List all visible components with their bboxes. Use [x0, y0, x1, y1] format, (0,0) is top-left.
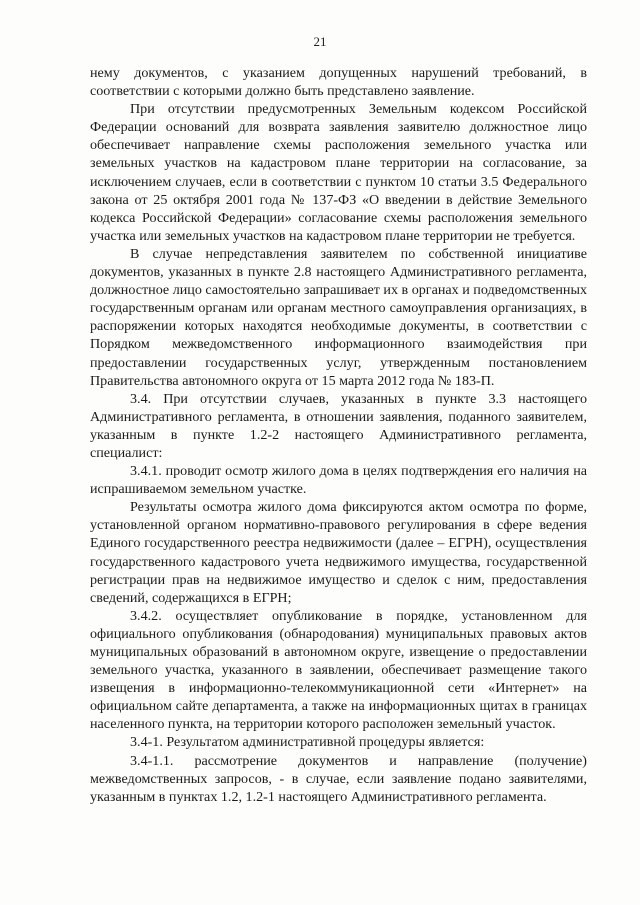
paragraph-continuation: нему документов, с указанием допущенных нарушений требований, в соответствии с которыми должно быть представлено заявление.	[90, 65, 587, 100]
paragraph-3-4: 3.4. При отсутствии случаев, указанных в пункте 3.3 настоящего Административного регламента, в отношении заявления, поданного заявителем, указанным в пункте 1.2-2 настоящего Административного регламента, специалист:	[90, 390, 587, 461]
paragraph-interagency-request: В случае непредставления заявителем по собственной инициативе документов, указанных в пункте 2.8 настоящего Административного регламента, должностное лицо самостоятельно запрашивает их в органах и подведомственных государственным органам или органам местного самоуправления организациях, в распоряжении которых находятся необходимые документы, в соответствии с Порядком межведомственного информационного взаимодействия при предоставлении государственных услуг, утвержденным постановлением Правительства автономного округа от 15 марта 2012 года № 183-П.	[90, 245, 587, 389]
paragraph-3-4-2: 3.4.2. осуществляет опубликование в порядке, установленном для официального опубликования (обнародования) муниципальных правовых актов муниципальных образований в автономном округе, извещение о предоставлении земельного участка, указанного в заявлении, обеспечивает размещение такого извещения в информационно-телекоммуникационной сети «Интернет» на официальном сайте департамента, а также на информационных щитах в границах населенного пункта, на территории которого расположен земельный участок.	[90, 607, 587, 733]
paragraph-3-4-1: 3.4.1. проводит осмотр жилого дома в целях подтверждения его наличия на испрашиваемом земельном участке.	[90, 463, 587, 498]
paragraph-inspection-results: Результаты осмотра жилого дома фиксируются актом осмотра по форме, установленной органом нормативно-правового регулирования в сфере ведения Единого государственного реестра недвижимости (далее – ЕГРН), осуществления государственного кадастрового учета недвижимого имущества, государственной регистрации прав на недвижимое имущество и сделок с ним, предоставления сведений, содержащихся в ЕГРН;	[90, 499, 587, 606]
paragraph-3-4-1-1: 3.4-1.1. рассмотрение документов и направление (получение) межведомственных запросов, - в случае, если заявление подано заявителями, указанным в пунктах 1.2, 1.2-1 настоящего Административного регламента.	[90, 752, 587, 805]
paragraph-3-4-1-result: 3.4-1. Результатом административной процедуры является:	[130, 734, 485, 751]
page-number: 21	[313, 34, 327, 49]
paragraph-schema-approval: При отсутствии предусмотренных Земельным кодексом Российской Федерации оснований для возврата заявления заявителю должностное лицо обеспечивает направление схемы расположения земельного участка или земельных участков на кадастровом плане территории на согласование, за исключением случаев, если в соответствии с пунктом 10 статьи 3.5 Федерального закона от 25 октября 2001 года № 137-ФЗ «О введении в действие Земельного кодекса Российской Федерации» согласование схемы расположения земельного участка или земельных участков на кадастровом плане территории не требуется.	[90, 101, 587, 244]
document-body	[90, 64, 587, 806]
